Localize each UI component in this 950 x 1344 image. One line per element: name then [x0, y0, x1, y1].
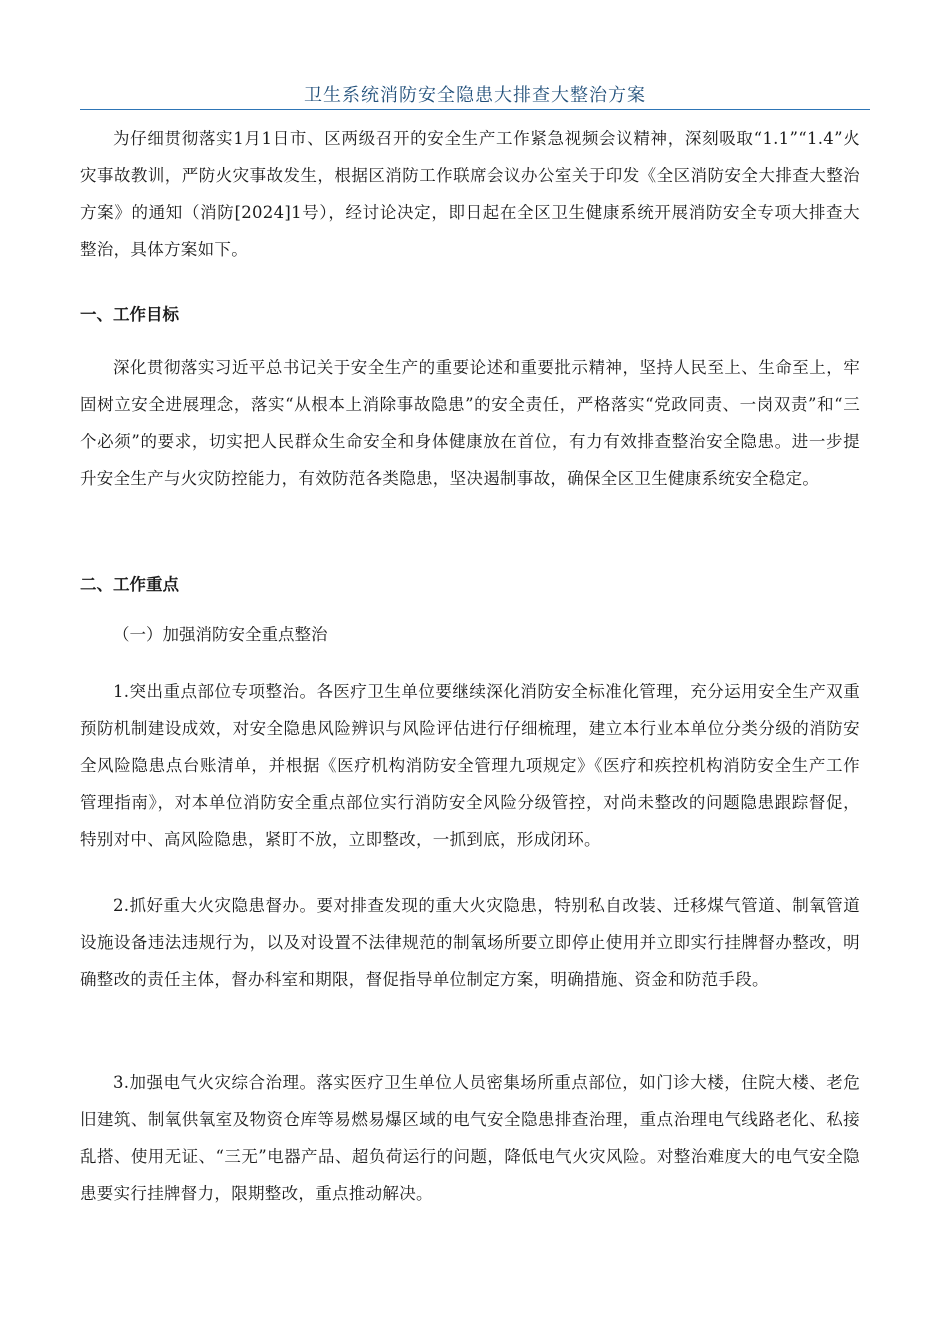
- item-3-paragraph: 3.加强电气火灾综合治理。落实医疗卫生单位人员密集场所重点部位，如门诊大楼，住院大楼、老危旧建筑、制氧供氧室及物资仓库等易燃易爆区域的电气安全隐患排查治理，重点治理电气线路老化、私接乱搭、使用无证、“三无”电器产品、超负荷运行的问题，降低电气火灾风险。对整治难度大的电气安全隐患要实行挂牌督力，限期整改，重点推动解决。: [80, 1073, 860, 1203]
- intro-paragraph: 为仔细贯彻落实1月1日市、区两级召开的安全生产工作紧急视频会议精神，深刻吸取“1.1”“1.4”火灾事故教训，严防火灾事故发生，根据区消防工作联席会议办公室关于印发《全区消防安全大排查大整治方案》的通知（消防[2024]1号），经讨论决定，即日起在全区卫生健康系统开展消防安全专项大排查大整治，具体方案如下。: [80, 129, 860, 259]
- document-title: 卫生系统消防安全隐患大排查大整治方案: [304, 85, 646, 106]
- section-2-heading: 二、工作重点: [80, 575, 179, 594]
- section-1-paragraph: 深化贯彻落实习近平总书记关于安全生产的重要论述和重要批示精神，坚持人民至上、生命至上，牢固树立安全进展理念，落实“从根本上消除事故隐患”的安全责任，严格落实“党政同责、一岗双责”和“三个必须”的要求，切实把人民群众生命安全和身体健康放在首位，有力有效排查整治安全隐患。进一步提升安全生产与火灾防控能力，有效防范各类隐患，坚决遏制事故，确保全区卫生健康系统安全稳定。: [80, 358, 860, 488]
- item-2-paragraph: 2.抓好重大火灾隐患督办。要对排查发现的重大火灾隐患，特别私自改装、迁移煤气管道、制氧管道设施设备违法违规行为，以及对设置不法律规范的制氧场所要立即停止使用并立即实行挂牌督办整改，明确整改的责任主体，督办科室和期限，督促指导单位制定方案，明确措施、资金和防范手段。: [80, 896, 860, 989]
- section-2-subheading: （一）加强消防安全重点整治: [113, 625, 328, 644]
- title-underline: [80, 109, 870, 110]
- section-1-heading: 一、工作目标: [80, 305, 179, 324]
- item-1-paragraph: 1.突出重点部位专项整治。各医疗卫生单位要继续深化消防安全标准化管理，充分运用安全生产双重预防机制建设成效，对安全隐患风险辨识与风险评估进行仔细梳理，建立本行业本单位分类分级的消防安全风险隐患点台账清单，并根据《医疗机构消防安全管理九项规定》《医疗和疾控机构消防安全生产工作管理指南》，对本单位消防安全重点部位实行消防安全风险分级管控，对尚未整改的问题隐患跟踪督促，特别对中、高风险隐患，紧盯不放，立即整改，一抓到底，形成闭环。: [80, 682, 860, 849]
